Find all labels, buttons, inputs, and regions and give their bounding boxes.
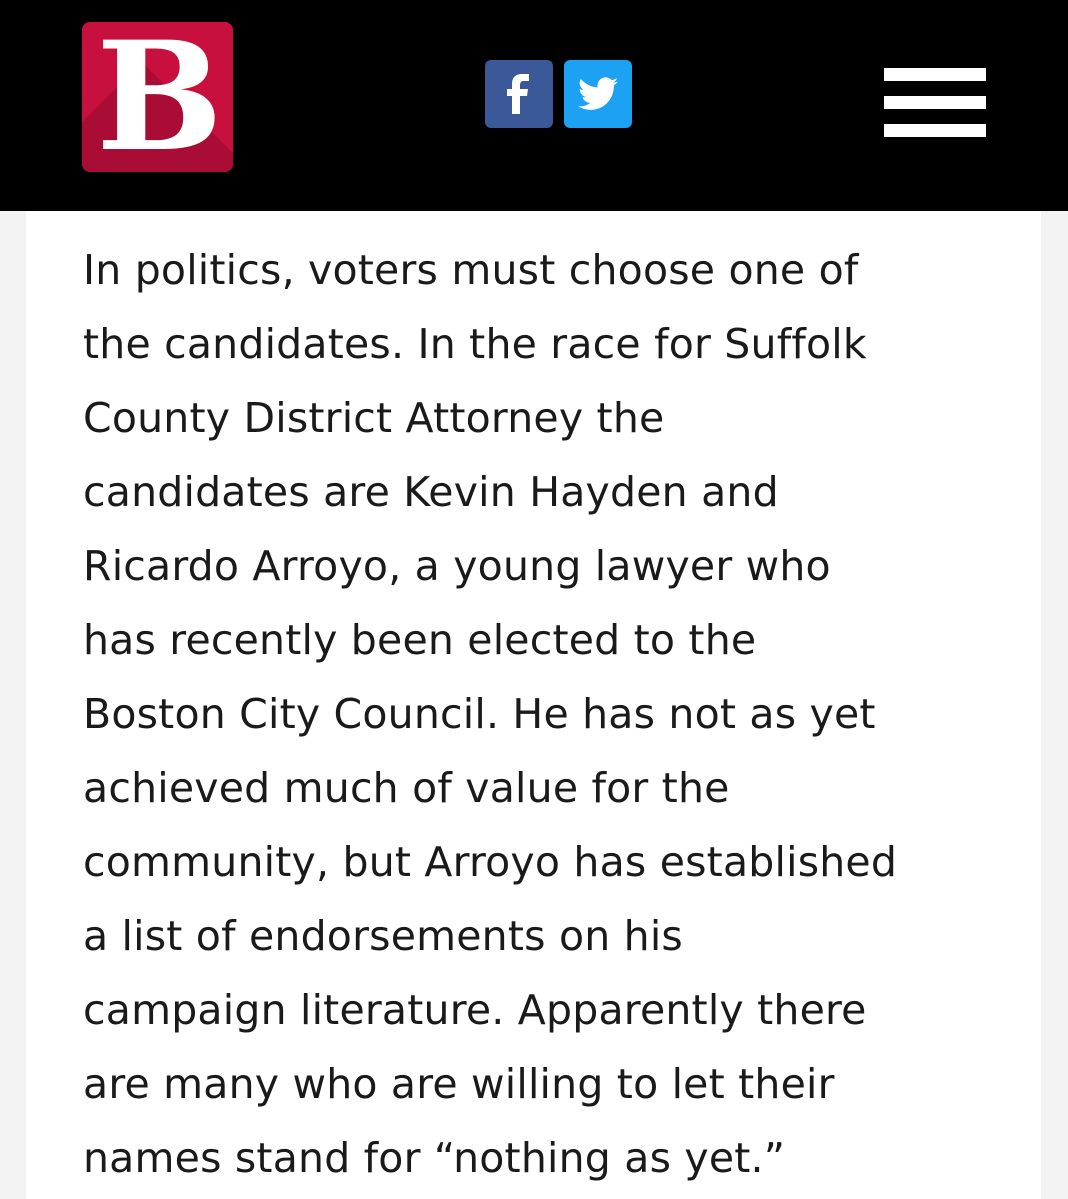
twitter-bird-icon <box>578 77 618 111</box>
facebook-share-button[interactable] <box>485 60 553 128</box>
facebook-icon <box>504 74 534 114</box>
article-paragraph: In politics, voters must choose one of the candidates. In the race for Suffolk County District Attorney the candidates are Kevin Hayden and Ricardo Arroyo, a young lawyer who has recently been elected to the Boston City Council. He has not as yet achieved much of value for the community, but Arroyo has established a list of endorsements on his campaign literature. Apparently there are many who are willing to let their names stand for “nothing as yet.” <box>83 246 898 1182</box>
menu-bar <box>884 124 986 137</box>
menu-bar <box>884 68 986 81</box>
hamburger-menu-icon[interactable] <box>884 68 986 138</box>
twitter-share-button[interactable] <box>564 60 632 128</box>
menu-bar <box>884 96 986 109</box>
site-logo[interactable] <box>82 22 233 172</box>
article-card <box>26 211 1041 1199</box>
site-header <box>0 0 1068 211</box>
logo-letter: B <box>96 22 219 172</box>
